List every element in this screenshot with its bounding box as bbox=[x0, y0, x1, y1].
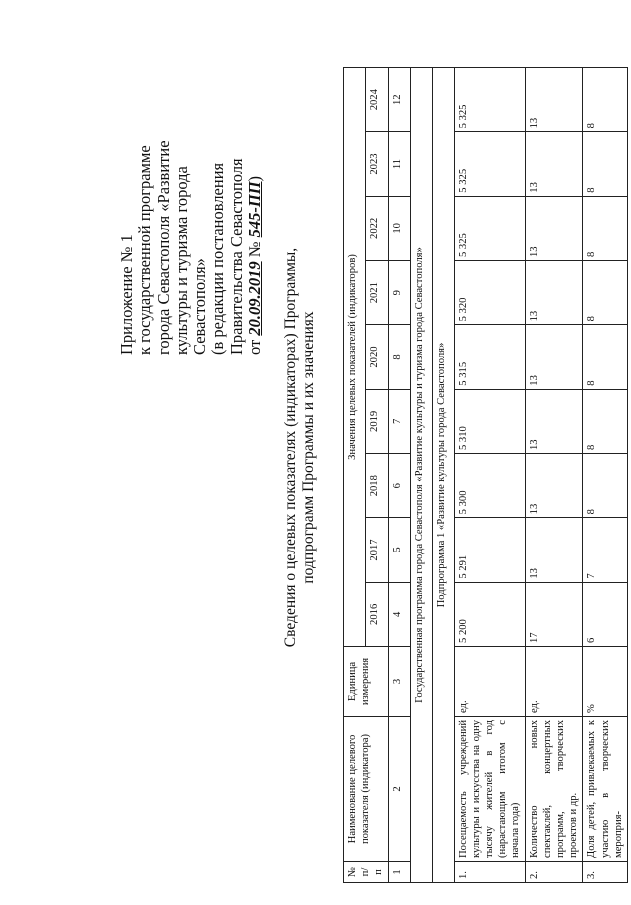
row-name: Посещаемость учреждений культуры и искусства на одну тысячу жителей в год (нарастающим итогом с начала года) bbox=[454, 717, 525, 862]
row-value: 8 bbox=[583, 132, 628, 196]
appendix-line: к государственной программе bbox=[135, 145, 155, 355]
row-value: 8 bbox=[583, 261, 628, 325]
appendix-line: культуры и туризма города bbox=[171, 166, 191, 355]
appendix-date-line bbox=[246, 25, 264, 355]
row-value: 5 200 bbox=[454, 582, 525, 646]
date-prefix: от bbox=[245, 339, 265, 355]
appendix-line: (в редакции постановления bbox=[208, 162, 228, 355]
row-value: 13 bbox=[525, 132, 583, 196]
year-cell: 2016 bbox=[366, 582, 388, 646]
appendix-block bbox=[118, 25, 264, 355]
row-value: 8 bbox=[583, 454, 628, 518]
table-row bbox=[525, 68, 583, 883]
row-value: 5 291 bbox=[454, 518, 525, 582]
title-line-1: Сведения о целевых показателях (индикаторах) Программы, bbox=[282, 247, 299, 648]
row-name: Количество новых спектаклей, концертных программ, творческих проектов и др. bbox=[525, 717, 583, 862]
col-number: 6 bbox=[388, 454, 410, 518]
appendix-line: города Севастополя «Развитие bbox=[153, 140, 173, 355]
document-title bbox=[282, 220, 318, 675]
table-row bbox=[454, 68, 525, 883]
header-num: № п/п bbox=[344, 862, 389, 883]
header-row bbox=[344, 68, 366, 883]
row-unit: % bbox=[583, 647, 628, 717]
row-value: 13 bbox=[525, 325, 583, 389]
appendix-line: Севастополя» bbox=[190, 258, 210, 355]
row-value: 8 bbox=[583, 68, 628, 132]
subprogram-row bbox=[432, 68, 454, 883]
row-num: 3. bbox=[583, 862, 628, 883]
row-value: 5 325 bbox=[454, 196, 525, 260]
row-name: Доля детей, привлекаемых к участию в творческих мероприя- bbox=[583, 717, 628, 862]
row-value: 5 310 bbox=[454, 389, 525, 453]
appendix-line: Приложение № 1 bbox=[117, 234, 136, 355]
row-value: 8 bbox=[583, 325, 628, 389]
col-number: 2 bbox=[388, 717, 410, 862]
row-value: 8 bbox=[583, 389, 628, 453]
col-number: 12 bbox=[388, 68, 410, 132]
appendix-line: Правительства Севастополя bbox=[226, 158, 246, 355]
row-value: 13 bbox=[525, 389, 583, 453]
col-number: 5 bbox=[388, 518, 410, 582]
col-number: 10 bbox=[388, 196, 410, 260]
handwritten-number: 545-ПП bbox=[245, 181, 265, 238]
year-cell: 2018 bbox=[366, 454, 388, 518]
header-values: Значения целевых показателей (индикаторов) bbox=[344, 68, 366, 647]
col-number: 9 bbox=[388, 261, 410, 325]
year-cell: 2022 bbox=[366, 196, 388, 260]
row-value: 8 bbox=[583, 196, 628, 260]
number-prefix: № bbox=[245, 241, 265, 258]
year-cell: 2017 bbox=[366, 518, 388, 582]
row-value: 6 bbox=[583, 582, 628, 646]
subprogram-title: Подпрограмма 1 «Развитие культуры города Севастополя» bbox=[432, 68, 454, 883]
col-number: 3 bbox=[388, 647, 410, 717]
col-number: 7 bbox=[388, 389, 410, 453]
header-unit: Единица измерения bbox=[344, 647, 389, 717]
year-cell: 2023 bbox=[366, 132, 388, 196]
closing-paren: ) bbox=[245, 175, 265, 182]
row-value: 5 325 bbox=[454, 68, 525, 132]
row-value: 5 315 bbox=[454, 325, 525, 389]
column-number-row bbox=[388, 68, 410, 883]
row-value: 5 325 bbox=[454, 132, 525, 196]
col-number: 1 bbox=[388, 862, 410, 883]
program-row bbox=[410, 68, 432, 883]
year-cell: 2021 bbox=[366, 261, 388, 325]
row-value: 13 bbox=[525, 261, 583, 325]
year-cell: 2019 bbox=[366, 389, 388, 453]
table-row bbox=[583, 68, 628, 883]
col-number: 4 bbox=[388, 582, 410, 646]
year-cell: 2020 bbox=[366, 325, 388, 389]
row-value: 17 bbox=[525, 582, 583, 646]
row-unit: ед. bbox=[525, 647, 583, 717]
col-number: 11 bbox=[388, 132, 410, 196]
row-value: 7 bbox=[583, 518, 628, 582]
row-num: 1. bbox=[454, 862, 525, 883]
row-num: 2. bbox=[525, 862, 583, 883]
row-value: 13 bbox=[525, 518, 583, 582]
row-unit: ед. bbox=[454, 647, 525, 717]
row-value: 5 300 bbox=[454, 454, 525, 518]
header-name: Наименование целевого показателя (индикатора) bbox=[344, 717, 389, 862]
indicators-table bbox=[343, 67, 628, 883]
program-title: Государственная программа города Севастополя «Развитие культуры и туризма города Севастополя» bbox=[410, 68, 432, 883]
handwritten-date: 20.09.2019 bbox=[245, 261, 265, 336]
col-number: 8 bbox=[388, 325, 410, 389]
row-value: 13 bbox=[525, 196, 583, 260]
row-value: 13 bbox=[525, 68, 583, 132]
row-value: 13 bbox=[525, 454, 583, 518]
row-value: 5 320 bbox=[454, 261, 525, 325]
year-cell: 2024 bbox=[366, 68, 388, 132]
title-line-2: подпрограмм Программы и их значениях bbox=[300, 311, 317, 584]
